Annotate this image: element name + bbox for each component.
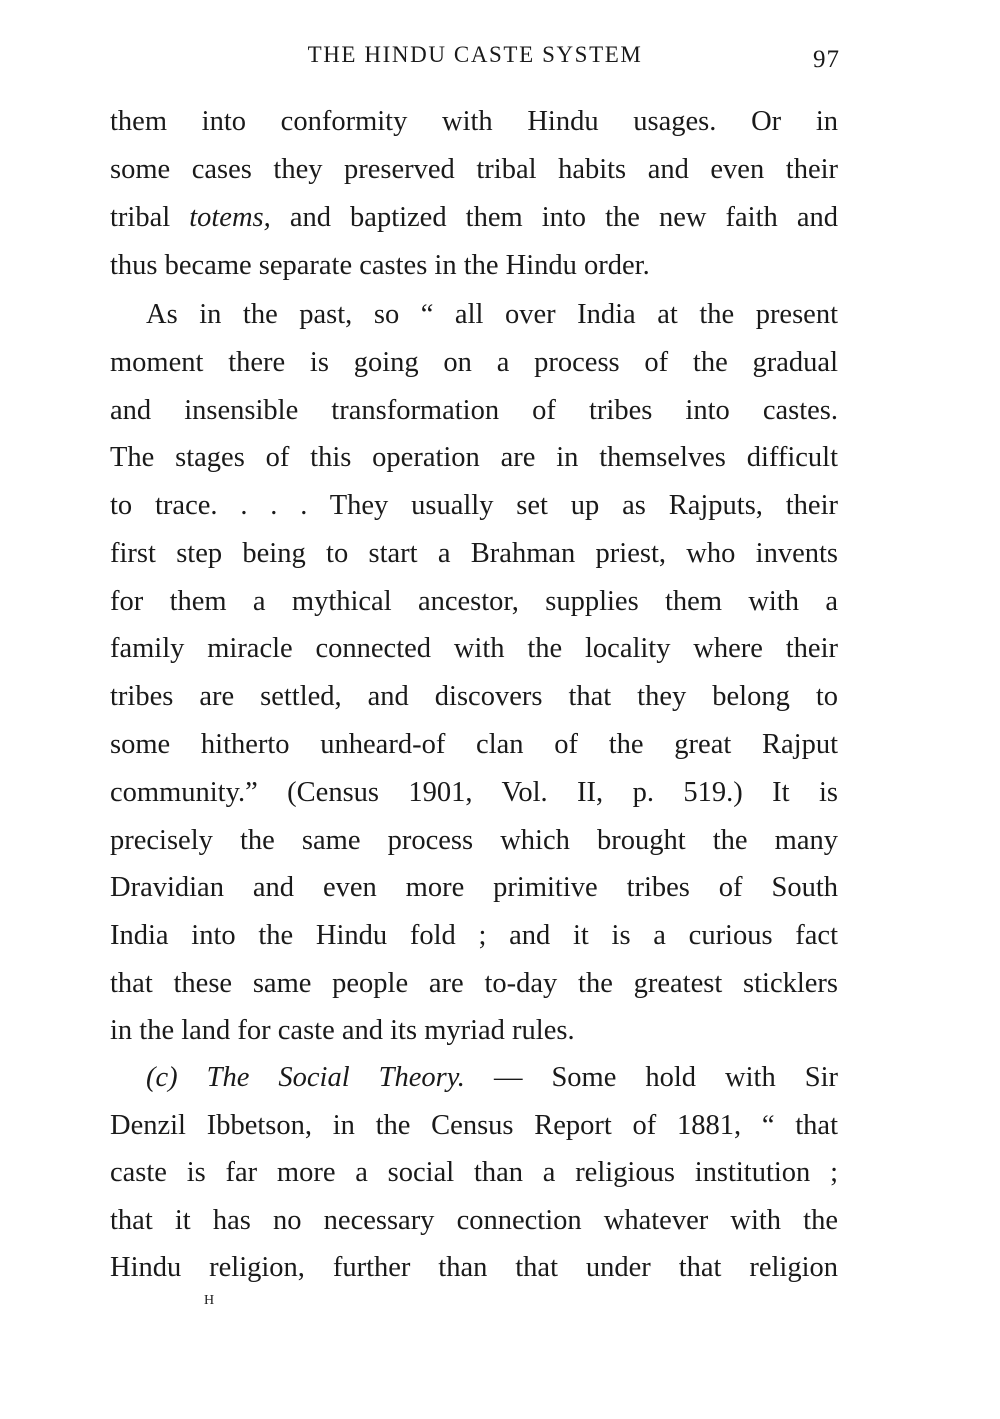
text-line: some cases they preserved tribal habits and even their <box>110 154 838 185</box>
running-head-title: THE HINDU CASTE SYSTEM <box>307 42 643 67</box>
text-line <box>110 198 838 238</box>
running-head <box>110 40 840 74</box>
text-line: and insensible transformation of tribes into castes. <box>110 395 838 426</box>
text-line: in the land for caste and its myriad rules. <box>110 1015 575 1046</box>
text-line: to trace. . . . They usually set up as Rajputs, their <box>110 490 838 521</box>
text-line: India into the Hindu fold ; and it is a curious fact <box>110 920 838 951</box>
text-line: Dravidian and even more primitive tribes of South <box>110 872 838 903</box>
section-heading: (c) The Social Theory. <box>146 1062 465 1093</box>
text-line: As in the past, so “ all over India at the present <box>146 299 838 330</box>
text-line: Denzil Ibbetson, in the Census Report of 1881, “ that <box>110 1110 838 1141</box>
text-line: Hindu religion, further than that under that religion <box>110 1252 838 1283</box>
text-line: that these same people are to-day the greatest sticklers <box>110 968 838 999</box>
page-number: 97 <box>813 46 840 73</box>
text-run: tribal <box>110 202 190 233</box>
text-run: — Some hold with Sir <box>464 1062 838 1093</box>
text-line: tribes are settled, and discovers that they belong to <box>110 681 838 712</box>
text-line: The stages of this operation are in themselves difficult <box>110 442 838 473</box>
text-line: family miracle connected with the locality where their <box>110 633 838 664</box>
text-line: them into conformity with Hindu usages. Or in <box>110 106 838 137</box>
text-line: caste is far more a social than a religious institution ; <box>110 1157 838 1188</box>
text-line: moment there is going on a process of the gradual <box>110 347 838 378</box>
text-line: thus became separate castes in the Hindu order. <box>110 250 650 281</box>
text-line: some hitherto unheard-of clan of the great Rajput <box>110 729 838 760</box>
text-line: community.” (Census 1901, Vol. II, p. 519.) It is <box>110 777 838 808</box>
text-line: precisely the same process which brought the many <box>110 825 838 856</box>
text-line: that it has no necessary connection whatever with the <box>110 1205 838 1236</box>
signature-mark: H <box>204 1293 216 1308</box>
text-line: first step being to start a Brahman priest, who invents <box>110 538 838 569</box>
italic-term: totems, <box>189 202 271 233</box>
text-line: for them a mythical ancestor, supplies them with a <box>110 586 838 617</box>
text-line <box>146 1058 838 1098</box>
text-run: and baptized them into the new faith and <box>270 202 838 233</box>
